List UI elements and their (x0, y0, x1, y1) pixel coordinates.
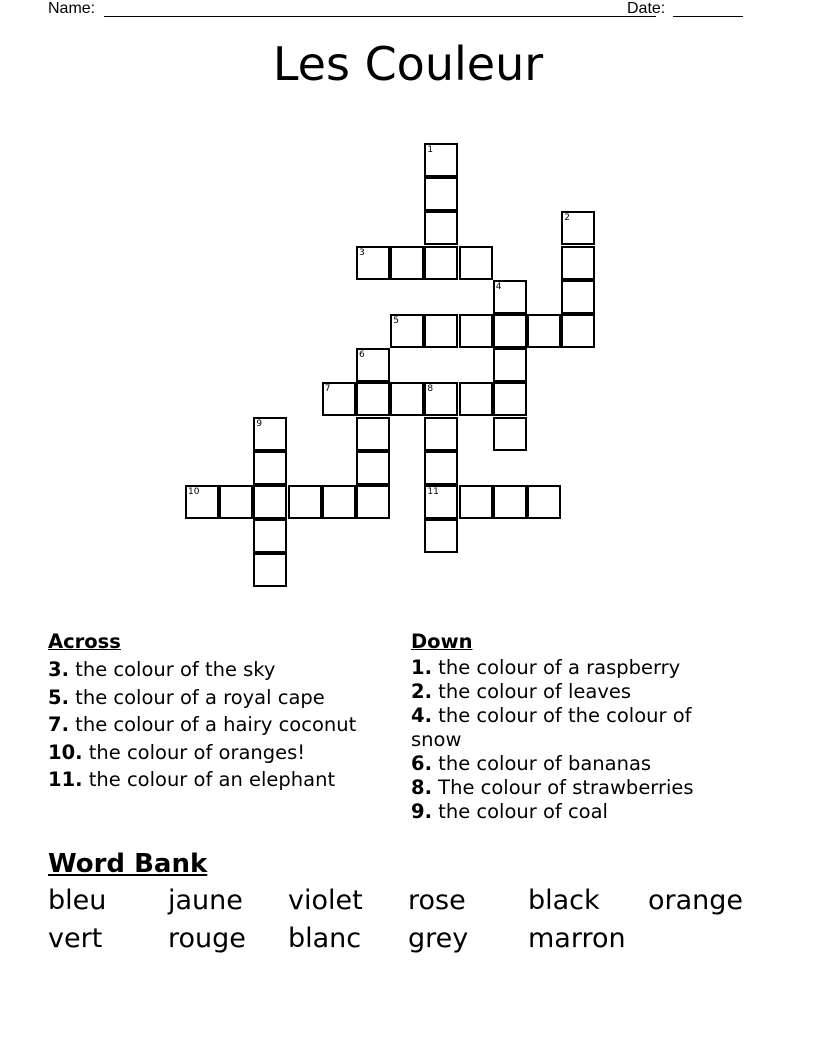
clue-text: the colour of the sky (68, 658, 276, 681)
down-clue (411, 680, 741, 704)
across-clue-list (48, 656, 398, 794)
crossword-cell[interactable] (253, 519, 287, 553)
clue-text: the colour of leaves (431, 680, 632, 703)
across-clue (48, 739, 398, 767)
clue-number: 2 (564, 213, 570, 224)
crossword-cell[interactable] (493, 382, 527, 416)
crossword-cell[interactable] (356, 417, 390, 451)
crossword-cell-2[interactable] (561, 211, 595, 245)
crossword-cell[interactable] (527, 314, 561, 348)
crossword-cell[interactable] (493, 417, 527, 451)
clue-text: the colour of the colour of snow (411, 704, 692, 751)
across-clue (48, 711, 398, 739)
clue-number: 5. (48, 685, 69, 709)
word-bank-word: black (528, 885, 600, 916)
crossword-cell[interactable] (424, 519, 458, 553)
clue-text: the colour of an elephant (82, 768, 336, 791)
clue-text: the colour of coal (431, 800, 608, 823)
clue-number: 1 (427, 145, 434, 155)
crossword-cell[interactable] (253, 451, 287, 485)
clue-number: 3. (48, 658, 69, 681)
crossword-cell-7[interactable] (322, 382, 356, 416)
clue-number: 6 (359, 350, 365, 361)
clue-number: 2. (411, 680, 432, 703)
clue-text: the colour of a hairy coconut (68, 713, 357, 736)
clue-number: 6. (411, 752, 432, 775)
clue-text: the colour of a raspberry (431, 656, 681, 679)
down-clue (411, 776, 741, 800)
crossword-cell[interactable] (561, 314, 595, 348)
crossword-cell[interactable] (356, 382, 390, 416)
down-clue (411, 656, 741, 680)
clue-number: 8. (411, 776, 432, 799)
down-clue (411, 752, 741, 776)
crossword-cell[interactable] (288, 485, 322, 519)
crossword-cell-5[interactable] (390, 314, 424, 348)
word-bank-word: blanc (288, 923, 362, 954)
date-label: Date: (627, 0, 666, 17)
clue-number: 1. (411, 656, 432, 679)
clue-number: 7 (324, 384, 331, 395)
across-clue (48, 684, 398, 712)
word-bank-word: vert (48, 923, 103, 954)
clue-number: 10 (188, 487, 200, 497)
clue-number: 3 (359, 247, 365, 258)
across-clue (48, 656, 398, 684)
down-clue-list (411, 656, 741, 824)
across-heading: Across (48, 630, 121, 653)
name-label: Name: (48, 0, 96, 17)
crossword-cell[interactable] (219, 485, 253, 519)
crossword-cell-11[interactable] (424, 485, 458, 519)
crossword-cell[interactable] (356, 485, 390, 519)
crossword-cell[interactable] (493, 314, 527, 348)
clue-number: 11. (48, 768, 83, 791)
crossword-cell[interactable] (424, 314, 458, 348)
crossword-cell[interactable] (253, 485, 287, 519)
word-bank-word: rouge (168, 923, 246, 954)
word-bank-word: jaune (168, 885, 243, 916)
crossword-cell[interactable] (493, 485, 527, 519)
word-bank-title: Word Bank (48, 849, 208, 879)
crossword-cell[interactable] (253, 553, 287, 587)
word-bank-word: bleu (48, 885, 107, 916)
word-bank-word: rose (408, 885, 466, 916)
clue-number: 5 (393, 316, 399, 326)
crossword-cell[interactable] (356, 451, 390, 485)
crossword-cell[interactable] (322, 485, 356, 519)
down-clues (411, 628, 741, 824)
down-clue (411, 800, 741, 824)
crossword-cell[interactable] (424, 451, 458, 485)
clue-number: 7. (48, 713, 69, 736)
crossword-cell-6[interactable] (356, 348, 390, 382)
clue-text: the colour of a royal cape (68, 685, 325, 709)
crossword-cell-4[interactable] (493, 280, 527, 314)
crossword-cell[interactable] (459, 485, 493, 519)
crossword-cell-3[interactable] (356, 246, 390, 280)
crossword-cell-10[interactable] (185, 485, 219, 519)
down-heading: Down (411, 630, 473, 653)
word-bank-word: grey (408, 923, 469, 954)
crossword-cell[interactable] (424, 177, 458, 211)
down-clue (411, 704, 741, 752)
clue-number: 9 (256, 418, 263, 429)
crossword-cell[interactable] (424, 417, 458, 451)
crossword-cell[interactable] (561, 246, 595, 280)
across-clues (48, 628, 398, 794)
clue-text: The colour of strawberries (431, 776, 694, 799)
crossword-cell[interactable] (390, 382, 424, 416)
crossword-cell[interactable] (493, 348, 527, 382)
crossword-cell-9[interactable] (253, 417, 287, 451)
crossword-cell[interactable] (424, 246, 458, 280)
crossword-cell[interactable] (561, 280, 595, 314)
clue-number: 9. (411, 800, 432, 823)
clue-text: the colour of oranges! (82, 740, 306, 764)
clue-number: 8 (427, 384, 434, 395)
clue-text: the colour of bananas (431, 752, 652, 775)
crossword-cell[interactable] (459, 382, 493, 416)
crossword-cell[interactable] (459, 246, 493, 280)
word-bank-word: marron (528, 923, 626, 954)
word-bank-word: violet (288, 885, 363, 916)
crossword-cell[interactable] (527, 485, 561, 519)
crossword-cell[interactable] (424, 211, 458, 245)
page-title: Les Couleur (272, 37, 544, 91)
clue-number: 10. (48, 740, 83, 764)
crossword-cell-1[interactable] (424, 143, 458, 177)
crossword-cell-8[interactable] (424, 382, 458, 416)
crossword-cell[interactable] (459, 314, 493, 348)
clue-number: 11 (427, 487, 439, 497)
crossword-cell[interactable] (390, 246, 424, 280)
clue-number: 4 (495, 281, 502, 292)
across-clue (48, 766, 398, 794)
word-bank-word: orange (648, 885, 744, 916)
clue-number: 4. (411, 704, 432, 727)
